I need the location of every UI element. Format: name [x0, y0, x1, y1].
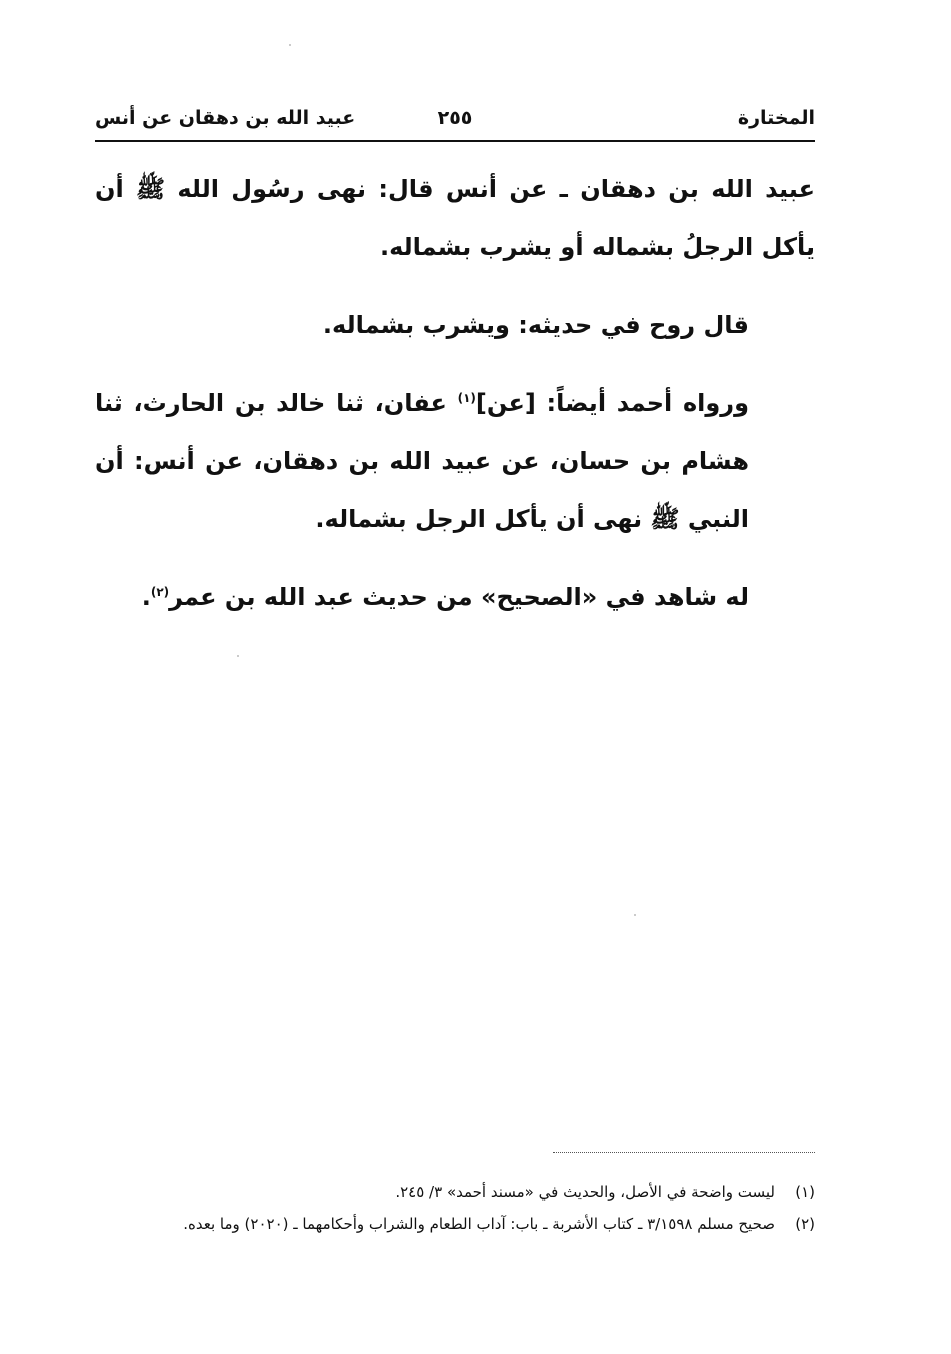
paragraph-3-start: ورواه أحمد أيضاً: [عن]	[475, 389, 749, 417]
paragraph-4	[95, 568, 815, 626]
footnote-2	[95, 1208, 815, 1240]
main-text	[95, 160, 815, 646]
footnote-number: (١)	[795, 1183, 815, 1201]
scan-speck	[289, 44, 291, 46]
scan-speck	[634, 914, 636, 916]
page-number: ٢٥٥	[437, 107, 473, 129]
footnote-ref-2: (٢)	[150, 585, 170, 599]
paragraph-4-end: .	[141, 583, 151, 611]
footnote-text: صحيح مسلم ٣/١٥٩٨ ـ كتاب الأشربة ـ باب: آداب الطعام والشراب وأحكامهما ـ (٢٠٢٠) وما بعده.	[183, 1215, 775, 1233]
chapter-title: عبيد الله بن دهقان عن أنس	[95, 107, 356, 129]
running-header	[95, 104, 815, 136]
paragraph-1: عبيد الله بن دهقان ـ عن أنس قال: نهى رسُول الله ﷺ أن يأكل الرجلُ بشماله أو يشرب بشماله.	[95, 175, 815, 261]
paragraph-3	[95, 374, 815, 548]
footnote-separator	[553, 1152, 815, 1153]
paragraph-2: قال روح في حديثه: ويشرب بشماله.	[322, 311, 749, 339]
footnote-ref-1: (١)	[457, 391, 476, 405]
footnote-text: ليست واضحة في الأصل، والحديث في «مسند أحمد» ٣/ ٢٤٥.	[395, 1183, 775, 1201]
footnote-number: (٢)	[795, 1215, 815, 1233]
footnote-1	[95, 1176, 815, 1208]
book-title: المختارة	[737, 107, 815, 129]
header-rule	[95, 140, 815, 142]
paragraph-3-end: عفان، ثنا خالد بن الحارث، ثنا هشام بن حسان، عن عبيد الله بن دهقان، عن أنس: أن النبي ﷺ نهى أن يأكل الرجل بشماله.	[95, 389, 749, 533]
footnotes	[95, 1176, 815, 1240]
scan-speck	[237, 655, 239, 657]
paragraph-4-start: له شاهد في «الصحيح» من حديث عبد الله بن عمر	[169, 583, 749, 611]
